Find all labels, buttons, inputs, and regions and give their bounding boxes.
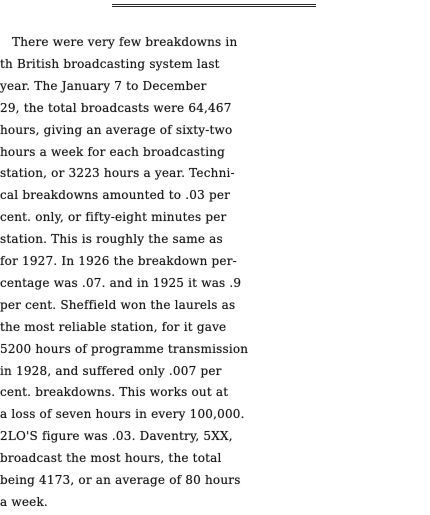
- article-line: for 1927. In 1926 the breakdown per-: [0, 254, 237, 269]
- article-line: hours, giving an average of sixty-two: [0, 122, 233, 137]
- article-line: a loss of seven hours in every 100,000.: [0, 407, 245, 422]
- article-line: 5200 hours of programme transmission: [0, 341, 249, 356]
- article-line: broadcast the most hours, the total: [0, 451, 222, 466]
- article-line: centage was .07. and in 1925 it was .9: [0, 275, 242, 290]
- article-line: th British broadcasting system last: [0, 56, 220, 71]
- article-line: cal breakdowns amounted to .03 per: [0, 188, 231, 203]
- article-line: year. The January 7 to December: [0, 78, 207, 93]
- article-line: the most reliable station, for it gave: [0, 319, 227, 334]
- article-line: 2LO'S figure was .03. Daventry, 5XX,: [0, 429, 233, 444]
- article-line: cent. breakdowns. This works out at: [0, 385, 229, 400]
- article-line: in 1928, and suffered only .007 per: [0, 363, 222, 378]
- article-line: being 4173, or an average of 80 hours: [0, 473, 241, 488]
- article-line: cent. only, or fifty-eight minutes per: [0, 210, 227, 225]
- article-line: per cent. Sheffield won the laurels as: [0, 297, 236, 312]
- article-line: station. This is roughly the same as: [0, 232, 223, 247]
- article-line: There were very few breakdowns in: [0, 35, 238, 49]
- article-line: station, or 3223 hours a year. Techni-: [0, 166, 235, 181]
- article-line: hours a week for each broadcasting: [0, 144, 226, 159]
- article-line: 29, the total broadcasts were 64,467: [0, 100, 232, 115]
- article-line: a week.: [0, 495, 48, 509]
